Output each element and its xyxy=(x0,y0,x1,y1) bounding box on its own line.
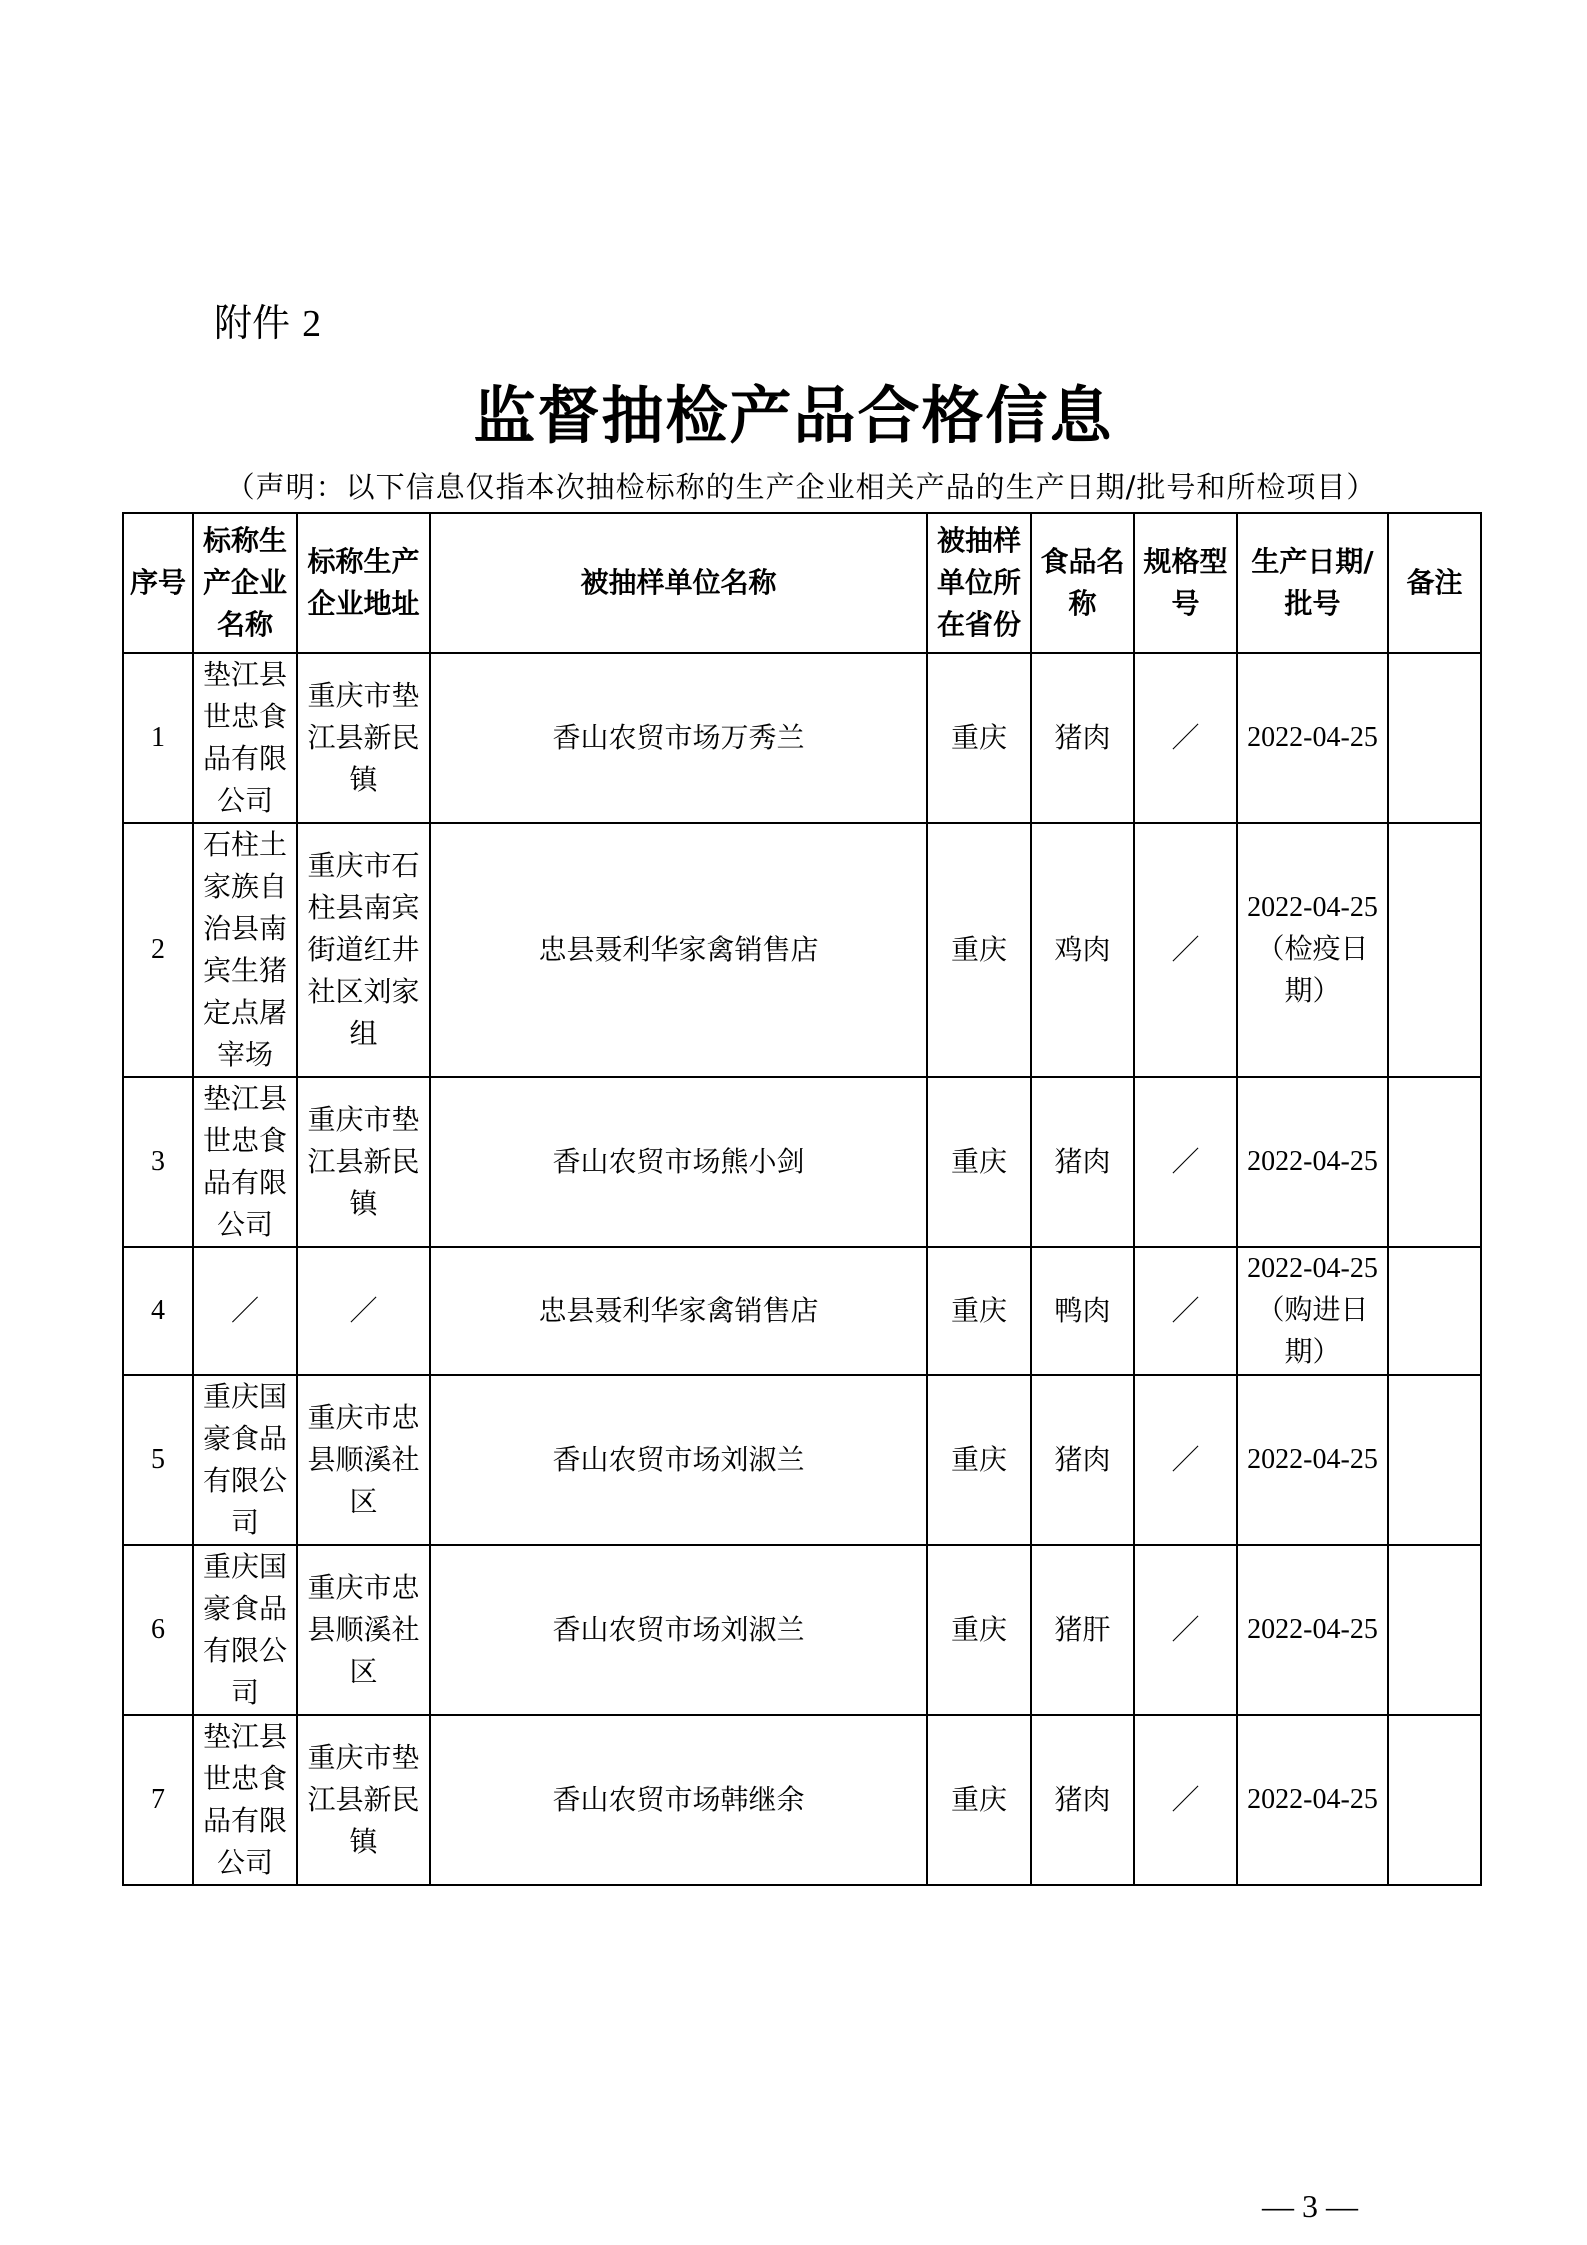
table-row xyxy=(123,1545,1481,1715)
cell-date: 2022-04-25（检疫日期） xyxy=(1237,823,1388,1077)
cell-no: 7 xyxy=(123,1715,193,1885)
attachment-number: 2 xyxy=(302,303,322,345)
column-header: 标称生产企业地址 xyxy=(297,513,430,653)
cell-date: 2022-04-25 xyxy=(1237,653,1388,823)
attachment-label-text: 附件 xyxy=(214,301,291,345)
cell-sampled-unit: 香山农贸市场熊小剑 xyxy=(430,1077,927,1247)
cell-food: 鸡肉 xyxy=(1031,823,1134,1077)
inspection-table xyxy=(122,512,1482,1886)
cell-no: 2 xyxy=(123,823,193,1077)
cell-province: 重庆 xyxy=(927,823,1031,1077)
cell-sampled-unit: 香山农贸市场刘淑兰 xyxy=(430,1545,927,1715)
cell-address: 重庆市垫江县新民镇 xyxy=(297,1715,430,1885)
cell-spec: ／ xyxy=(1134,1375,1237,1545)
cell-province: 重庆 xyxy=(927,1077,1031,1247)
cell-province: 重庆 xyxy=(927,1375,1031,1545)
cell-maker: 石柱土家族自治县南宾生猪定点屠宰场 xyxy=(193,823,297,1077)
cell-food: 猪肉 xyxy=(1031,653,1134,823)
cell-sampled-unit: 忠县聂利华家禽销售店 xyxy=(430,823,927,1077)
cell-date: 2022-04-25（购进日期） xyxy=(1237,1247,1388,1375)
cell-remark xyxy=(1388,1375,1481,1545)
table-row xyxy=(123,1375,1481,1545)
cell-address: 重庆市石柱县南宾街道红井社区刘家组 xyxy=(297,823,430,1077)
cell-remark xyxy=(1388,1715,1481,1885)
cell-remark xyxy=(1388,1545,1481,1715)
cell-maker: 重庆国豪食品有限公司 xyxy=(193,1375,297,1545)
cell-no: 6 xyxy=(123,1545,193,1715)
cell-spec: ／ xyxy=(1134,1247,1237,1375)
cell-maker: 垫江县世忠食品有限公司 xyxy=(193,1077,297,1247)
cell-sampled-unit: 忠县聂利华家禽销售店 xyxy=(430,1247,927,1375)
cell-address: 重庆市垫江县新民镇 xyxy=(297,1077,430,1247)
column-header: 食品名称 xyxy=(1031,513,1134,653)
column-header: 序号 xyxy=(123,513,193,653)
page-number: — 3 — xyxy=(1262,2188,1358,2224)
cell-food: 猪肉 xyxy=(1031,1715,1134,1885)
table-row xyxy=(123,1077,1481,1247)
column-header: 被抽样单位所在省份 xyxy=(927,513,1031,653)
attachment-label xyxy=(214,292,321,347)
cell-province: 重庆 xyxy=(927,1247,1031,1375)
column-header: 规格型号 xyxy=(1134,513,1237,653)
column-header: 备注 xyxy=(1388,513,1481,653)
cell-address: 重庆市忠县顺溪社区 xyxy=(297,1545,430,1715)
cell-food: 猪肝 xyxy=(1031,1545,1134,1715)
cell-maker: 垫江县世忠食品有限公司 xyxy=(193,1715,297,1885)
table-row xyxy=(123,1247,1481,1375)
cell-province: 重庆 xyxy=(927,653,1031,823)
cell-maker: 垫江县世忠食品有限公司 xyxy=(193,653,297,823)
cell-maker: ／ xyxy=(193,1247,297,1375)
cell-spec: ／ xyxy=(1134,1077,1237,1247)
page-title: 监督抽检产品合格信息 xyxy=(473,379,1114,452)
cell-date: 2022-04-25 xyxy=(1237,1077,1388,1247)
column-header: 被抽样单位名称 xyxy=(430,513,927,653)
cell-address: 重庆市忠县顺溪社区 xyxy=(297,1375,430,1545)
table-row xyxy=(123,653,1481,823)
cell-date: 2022-04-25 xyxy=(1237,1715,1388,1885)
column-header: 生产日期/批号 xyxy=(1237,513,1388,653)
cell-food: 猪肉 xyxy=(1031,1077,1134,1247)
cell-spec: ／ xyxy=(1134,653,1237,823)
cell-spec: ／ xyxy=(1134,823,1237,1077)
table-row xyxy=(123,1715,1481,1885)
cell-no: 3 xyxy=(123,1077,193,1247)
cell-food: 鸭肉 xyxy=(1031,1247,1134,1375)
cell-no: 5 xyxy=(123,1375,193,1545)
table-row xyxy=(123,823,1481,1077)
cell-food: 猪肉 xyxy=(1031,1375,1134,1545)
cell-maker: 重庆国豪食品有限公司 xyxy=(193,1545,297,1715)
disclaimer-note: （声明：以下信息仅指本次抽检标称的生产企业相关产品的生产日期/批号和所检项目） xyxy=(225,470,1377,504)
cell-spec: ／ xyxy=(1134,1715,1237,1885)
cell-date: 2022-04-25 xyxy=(1237,1545,1388,1715)
table-header-row xyxy=(123,513,1481,653)
cell-province: 重庆 xyxy=(927,1545,1031,1715)
cell-spec: ／ xyxy=(1134,1545,1237,1715)
cell-sampled-unit: 香山农贸市场万秀兰 xyxy=(430,653,927,823)
cell-address: ／ xyxy=(297,1247,430,1375)
cell-remark xyxy=(1388,1247,1481,1375)
cell-province: 重庆 xyxy=(927,1715,1031,1885)
cell-remark xyxy=(1388,823,1481,1077)
column-header: 标称生产企业名称 xyxy=(193,513,297,653)
cell-remark xyxy=(1388,653,1481,823)
cell-remark xyxy=(1388,1077,1481,1247)
cell-sampled-unit: 香山农贸市场韩继余 xyxy=(430,1715,927,1885)
cell-no: 1 xyxy=(123,653,193,823)
cell-no: 4 xyxy=(123,1247,193,1375)
cell-address: 重庆市垫江县新民镇 xyxy=(297,653,430,823)
cell-sampled-unit: 香山农贸市场刘淑兰 xyxy=(430,1375,927,1545)
cell-date: 2022-04-25 xyxy=(1237,1375,1388,1545)
